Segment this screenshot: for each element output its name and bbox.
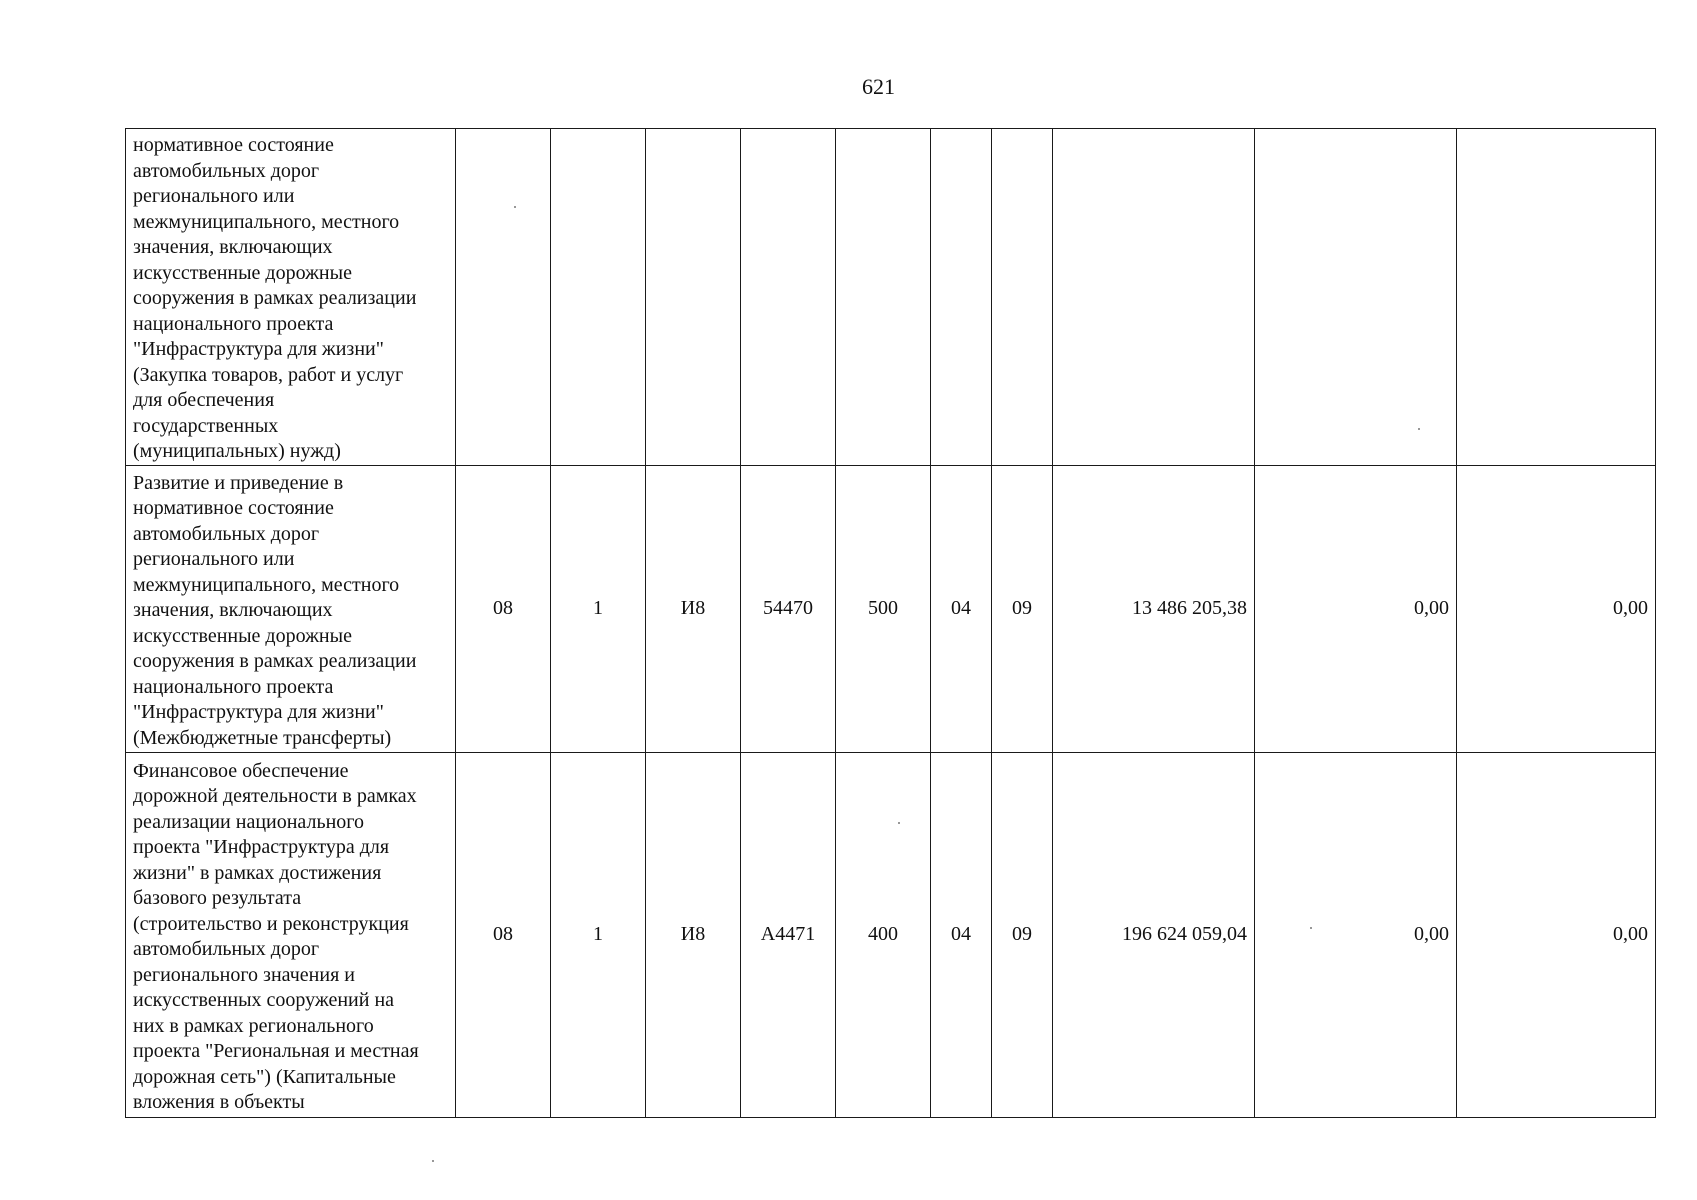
subprogram-code-cell: 1 [551, 466, 646, 753]
section-code-cell: 04 [931, 466, 992, 753]
subsection-code-cell: 09 [992, 753, 1053, 1118]
scan-speck [898, 822, 900, 824]
amount-year-2-cell [1255, 129, 1457, 466]
table-row [126, 129, 1656, 466]
page-number: 621 [862, 74, 895, 99]
table-row [126, 466, 1656, 753]
amount-year-1-cell: 13 486 205,38 [1053, 466, 1255, 753]
scan-speck [1418, 428, 1420, 430]
amount-year-2-cell: 0,00 [1255, 753, 1457, 1118]
expense-type-cell [836, 129, 931, 466]
row-description: нормативное состояние автомобильных дорог регионального или межмуниципального, местного значения, включающих искусственные дорожные сооружения в рамках реализации национального проекта "Инфраструктура для жизни" (Закупка товаров, работ и услуг для обеспечения государственных (муниципальных) нужд) [126, 129, 456, 466]
program-code-cell [456, 129, 551, 466]
direction-code-cell: 54470 [741, 466, 836, 753]
expense-type-cell: 500 [836, 466, 931, 753]
expense-type-cell: 400 [836, 753, 931, 1118]
program-code-cell: 08 [456, 466, 551, 753]
scan-speck [1310, 927, 1312, 929]
section-code-cell: 04 [931, 753, 992, 1118]
subprogram-code-cell: 1 [551, 753, 646, 1118]
table-row [126, 753, 1656, 1118]
row-description: Финансовое обеспечение дорожной деятельности в рамках реализации национального проекта "Инфраструктура для жизни" в рамках достижения базового результата (строительство и реконструкция автомобильных дорог регионального значения и искусственных сооружений на них в рамках регионального проекта "Региональная и местная дорожная сеть") (Капитальные вложения в объекты [126, 753, 456, 1118]
subsection-code-cell: 09 [992, 466, 1053, 753]
amount-year-2-cell: 0,00 [1255, 466, 1457, 753]
project-code-cell: И8 [646, 753, 741, 1118]
scan-speck [432, 1160, 434, 1162]
budget-table [125, 128, 1656, 1118]
amount-year-3-cell: 0,00 [1457, 753, 1656, 1118]
amount-year-3-cell [1457, 129, 1656, 466]
subsection-code-cell [992, 129, 1053, 466]
direction-code-cell: А4471 [741, 753, 836, 1118]
project-code-cell [646, 129, 741, 466]
amount-year-1-cell: 196 624 059,04 [1053, 753, 1255, 1118]
row-description: Развитие и приведение в нормативное состояние автомобильных дорог регионального или межмуниципального, местного значения, включающих искусственные дорожные сооружения в рамках реализации национального проекта "Инфраструктура для жизни" (Межбюджетные трансферты) [126, 466, 456, 753]
scan-speck [514, 206, 516, 208]
section-code-cell [931, 129, 992, 466]
project-code-cell: И8 [646, 466, 741, 753]
direction-code-cell [741, 129, 836, 466]
amount-year-1-cell [1053, 129, 1255, 466]
amount-year-3-cell: 0,00 [1457, 466, 1656, 753]
program-code-cell: 08 [456, 753, 551, 1118]
subprogram-code-cell [551, 129, 646, 466]
